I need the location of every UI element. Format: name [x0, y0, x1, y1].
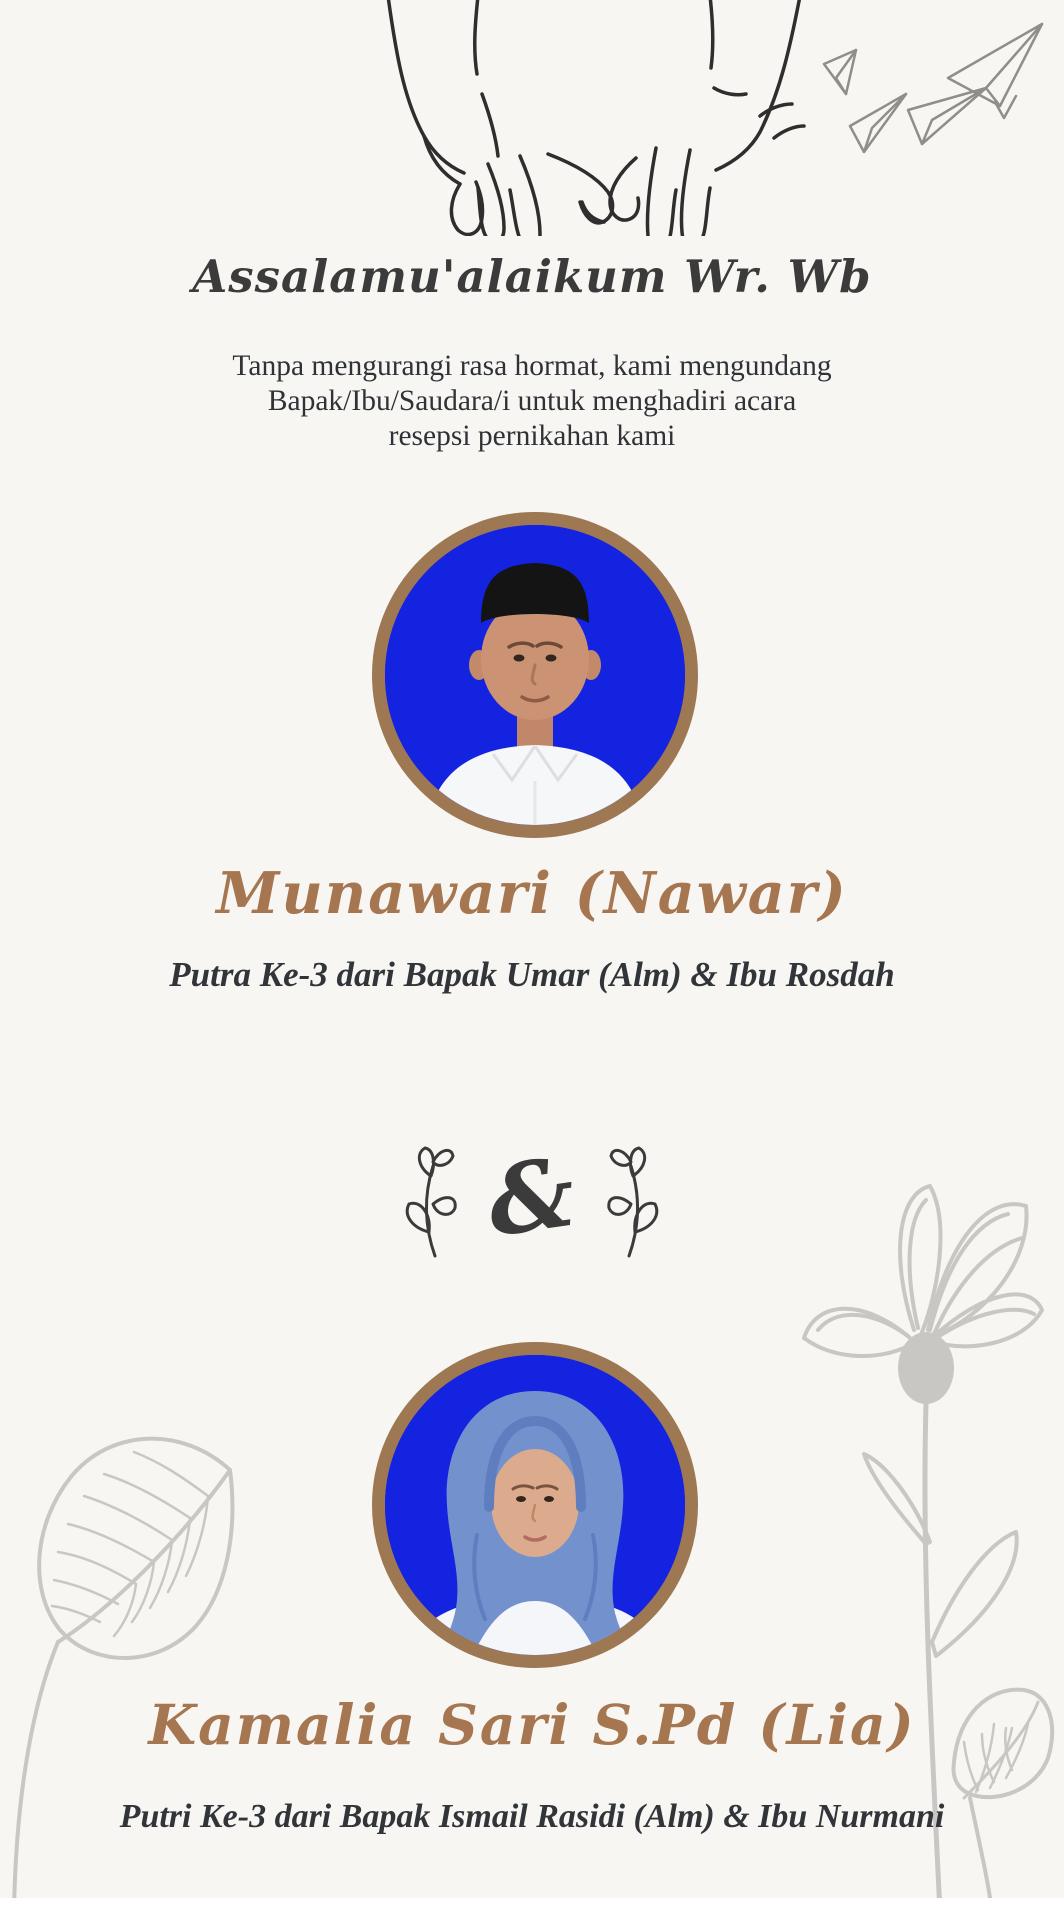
groom-name: Munawari (Nawar) — [216, 860, 848, 927]
intro-line-2: Bapak/Ibu/Saudara/i untuk menghadiri acara — [267, 385, 797, 417]
intro-line-3: resepsi pernikahan kami — [388, 420, 676, 452]
pinky-promise-hands-icon — [330, 0, 830, 236]
paper-planes-icon — [790, 14, 1050, 159]
ampersand-ornament — [0, 1136, 1064, 1263]
bride-name: Kamalia Sari S.Pd (Lia) — [148, 1692, 916, 1757]
bottom-white-bar — [0, 1898, 1064, 1912]
bride-parents-line: Putri Ke-3 dari Bapak Ismail Rasidi (Alm) & Ibu Nurmani — [119, 1798, 945, 1835]
groom-parents-line: Putra Ke-3 dari Bapak Umar (Alm) & Ibu Rosdah — [169, 955, 895, 994]
greeting-text: Assalamu'alaikum Wr. Wb — [192, 250, 872, 303]
groom-photo — [372, 512, 698, 838]
intro-paragraph — [0, 349, 1064, 454]
laurel-sprig-right-icon — [597, 1140, 669, 1263]
laurel-sprig-left-icon — [395, 1140, 467, 1263]
bride-portrait-illustration — [385, 1355, 685, 1655]
intro-line-1: Tanpa mengurangi rasa hormat, kami mengundang — [232, 350, 832, 382]
groom-portrait-illustration — [385, 525, 685, 825]
bride-photo — [372, 1342, 698, 1668]
ampersand-symbol: & — [481, 1136, 582, 1259]
